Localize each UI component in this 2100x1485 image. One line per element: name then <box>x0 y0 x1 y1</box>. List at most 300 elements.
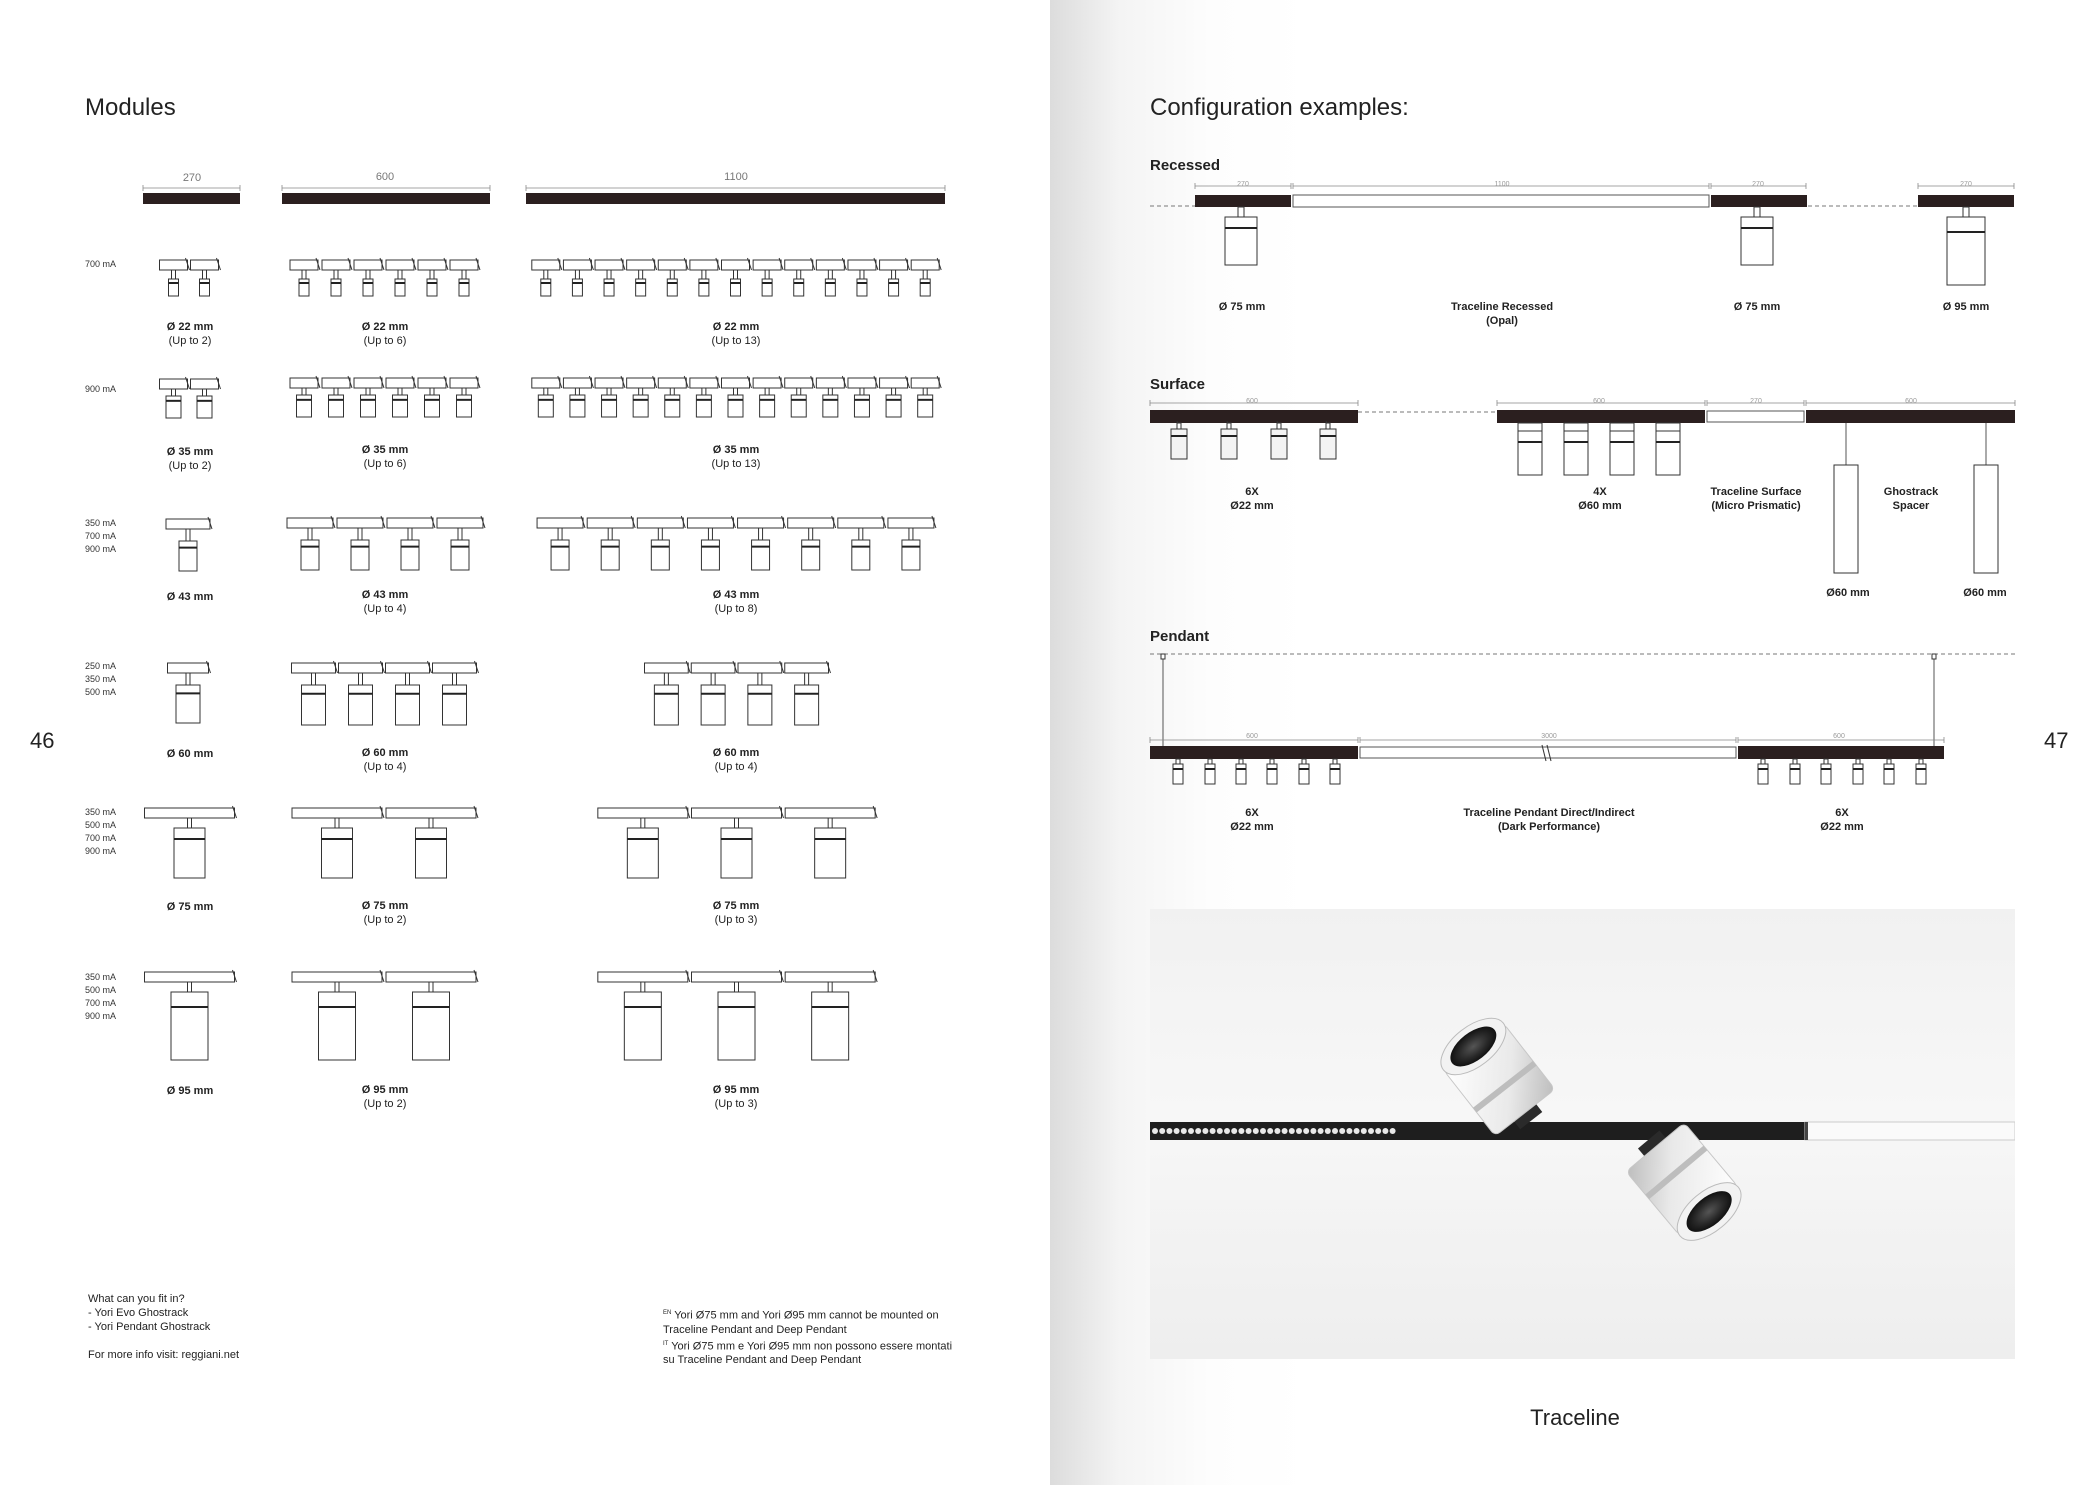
product-name: Traceline <box>1530 1405 1620 1430</box>
adapter <box>627 260 655 270</box>
adapter <box>880 260 908 270</box>
stem <box>923 388 927 395</box>
pendant-spotlight <box>1974 465 1998 573</box>
spotlight-body <box>1330 764 1340 784</box>
stem <box>1793 759 1797 764</box>
stem <box>1326 423 1330 429</box>
track-bar <box>1195 195 1291 207</box>
stem <box>462 270 466 279</box>
stem <box>358 528 362 540</box>
adapter <box>168 663 209 673</box>
stem <box>1761 759 1765 764</box>
stem <box>765 270 769 279</box>
module-label: Ø 75 mm <box>166 901 214 913</box>
stem <box>758 673 762 685</box>
stem <box>1177 423 1181 429</box>
spotlight-body <box>1173 764 1183 784</box>
spotlight-body <box>667 279 677 296</box>
adapter <box>911 378 939 388</box>
spotlight-body <box>1564 431 1588 475</box>
adapter <box>738 663 782 673</box>
spotlight-body <box>363 279 373 296</box>
stem <box>186 673 190 685</box>
spotlight-body <box>427 279 437 296</box>
stem <box>1887 759 1891 764</box>
page-number: 47 <box>2044 728 2069 753</box>
adapter <box>386 378 414 388</box>
stem <box>923 270 927 279</box>
spotlight-body <box>179 541 197 571</box>
track-prismatic <box>1707 411 1804 422</box>
dimension-label: 1100 <box>1494 181 1510 188</box>
adapter <box>816 260 844 270</box>
cable-clamp <box>1932 654 1936 659</box>
stem <box>759 528 763 540</box>
stem <box>188 982 192 992</box>
spotlight-body <box>1610 431 1634 475</box>
page-number: 46 <box>30 728 55 753</box>
track-bar <box>1711 195 1807 207</box>
current-labels: 350 mA 700 mA 900 mA <box>85 518 117 554</box>
stem <box>408 528 412 540</box>
stem <box>892 270 896 279</box>
spotlight-body <box>1205 764 1215 784</box>
stem <box>1239 759 1243 764</box>
track-bar <box>1150 410 1358 423</box>
stem <box>544 388 548 395</box>
stem <box>1333 759 1337 764</box>
spotlight-body <box>451 540 469 570</box>
adapter <box>322 260 350 270</box>
pendant-fixture-label: Ø60 mm <box>1826 587 1870 599</box>
stem <box>892 388 896 395</box>
adapter <box>532 260 560 270</box>
adapter <box>687 518 733 528</box>
spotlight-body <box>633 395 648 417</box>
spotlight-body <box>699 279 709 296</box>
stem <box>575 270 579 279</box>
adapter <box>191 260 219 270</box>
pendant-spotlight <box>1834 465 1858 573</box>
adapter <box>387 518 433 528</box>
dimension-label: 1100 <box>724 171 748 183</box>
adapter <box>354 260 382 270</box>
adapter <box>888 518 934 528</box>
stem <box>735 818 739 828</box>
stem <box>186 529 190 541</box>
stem <box>797 270 801 279</box>
adapter <box>532 378 560 388</box>
adapter <box>450 260 478 270</box>
stem <box>1963 207 1969 217</box>
adapter <box>354 378 382 388</box>
current-labels: 350 mA 500 mA 700 mA 900 mA <box>85 807 117 856</box>
stem <box>734 270 738 279</box>
spotlight-body <box>443 685 467 725</box>
spotlight-body <box>301 540 319 570</box>
adapter <box>658 378 686 388</box>
group-label: 4X Ø60 mm <box>1578 486 1622 512</box>
stem <box>335 818 339 828</box>
adapter <box>595 378 623 388</box>
adapter <box>418 260 446 270</box>
spotlight-body <box>413 992 450 1060</box>
dimension-label: 270 <box>1752 181 1764 188</box>
stem <box>398 270 402 279</box>
spotlight-body <box>721 828 752 878</box>
spotlight-body <box>918 395 933 417</box>
spotlight-body <box>718 992 755 1060</box>
spotlight-body <box>1741 217 1773 265</box>
stem <box>429 818 433 828</box>
stem <box>366 388 370 395</box>
spotlight-body <box>169 279 179 296</box>
spotlight-body <box>852 540 870 570</box>
spotlight-body <box>601 540 619 570</box>
spotlight-body <box>197 396 212 418</box>
spotlight-body <box>393 395 408 417</box>
page-title: Modules <box>85 94 176 121</box>
adapter <box>598 972 688 982</box>
spotlight-body <box>920 279 930 296</box>
stem <box>335 982 339 992</box>
stem <box>828 270 832 279</box>
spotlight-body <box>171 992 208 1060</box>
stem <box>334 388 338 395</box>
stem <box>859 528 863 540</box>
pendant-fixture-label: Ø60 mm <box>1963 587 2007 599</box>
stem <box>658 528 662 540</box>
adapter <box>339 663 383 673</box>
adapter <box>191 379 219 389</box>
spotlight-body <box>654 685 678 725</box>
spotlight-body <box>1518 431 1542 475</box>
adapter <box>292 663 336 673</box>
spotlight-body <box>166 396 181 418</box>
stem <box>172 389 176 396</box>
spotlight-body <box>636 279 646 296</box>
stem <box>711 673 715 685</box>
stem <box>909 528 913 540</box>
spotlight-body <box>624 992 661 1060</box>
module-label: Ø 35 mm (Up to 2) <box>166 446 214 472</box>
adapter <box>563 378 591 388</box>
adapter <box>292 972 382 982</box>
stem <box>797 388 801 395</box>
track-bar <box>143 193 240 204</box>
spotlight-body <box>728 395 743 417</box>
adapter <box>1564 423 1588 431</box>
adapter <box>287 518 333 528</box>
spotlight-body <box>174 828 205 878</box>
stem <box>708 528 712 540</box>
spotlight-body <box>1758 764 1768 784</box>
spotlight-body <box>361 395 376 417</box>
adapter <box>627 378 655 388</box>
stem <box>406 673 410 685</box>
module-label: Ø 95 mm (Up to 2) <box>361 1084 409 1110</box>
spacer-label: Ghostrack Spacer <box>1883 486 1939 512</box>
spotlight-body <box>825 279 835 296</box>
spotlight-body <box>200 279 210 296</box>
adapter <box>290 378 318 388</box>
spotlight-body <box>457 395 472 417</box>
stem <box>1302 759 1306 764</box>
stem <box>312 673 316 685</box>
stem <box>1754 207 1760 217</box>
spotlight-body <box>760 395 775 417</box>
spotlight-body <box>748 685 772 725</box>
section-label-surface: Surface <box>1150 376 1206 393</box>
spotlight-body <box>1236 764 1246 784</box>
adapter <box>753 378 781 388</box>
stem <box>1277 423 1281 429</box>
group-label: 6X Ø22 mm <box>1230 486 1274 512</box>
adapter <box>692 972 782 982</box>
adapter <box>1610 423 1634 431</box>
module-label: Ø 22 mm (Up to 6) <box>361 321 409 347</box>
spotlight-body <box>823 395 838 417</box>
module-label: Ø 22 mm (Up to 13) <box>711 321 761 347</box>
track-label: Traceline Surface (Micro Prismatic) <box>1710 486 1802 512</box>
track-opal <box>1293 195 1709 207</box>
spotlight-body <box>889 279 899 296</box>
adapter <box>722 260 750 270</box>
stem <box>828 818 832 828</box>
spotlight-body <box>795 685 819 725</box>
spotlight-body <box>752 540 770 570</box>
spotlight-body <box>857 279 867 296</box>
module-label: Ø 43 mm (Up to 8) <box>712 589 760 615</box>
adapter <box>563 260 591 270</box>
adapter <box>537 518 583 528</box>
stem <box>702 388 706 395</box>
spotlight-body <box>627 828 658 878</box>
track-label: Traceline Pendant Direct/Indirect (Dark Performance) <box>1463 807 1635 833</box>
stem <box>607 270 611 279</box>
module-label: Ø 43 mm <box>166 591 214 603</box>
stem <box>302 270 306 279</box>
stem <box>639 388 643 395</box>
spotlight-body <box>299 279 309 296</box>
spotlight-body <box>802 540 820 570</box>
stem <box>172 270 176 279</box>
spotlight-body <box>416 828 447 878</box>
spotlight-body <box>665 395 680 417</box>
spotlight-body <box>696 395 711 417</box>
stem <box>203 389 207 396</box>
adapter <box>160 379 188 389</box>
stem <box>430 388 434 395</box>
spotlight-body <box>794 279 804 296</box>
stem <box>641 818 645 828</box>
adapter <box>692 808 782 818</box>
spotlight-body <box>351 540 369 570</box>
stem <box>1176 759 1180 764</box>
adapter <box>658 260 686 270</box>
fixture-label: Ø 95 mm <box>1942 301 1990 313</box>
track-bar <box>1738 746 1944 759</box>
spotlight-body <box>815 828 846 878</box>
adapter <box>386 808 476 818</box>
dimension-label: 600 <box>1905 398 1917 405</box>
adapter <box>722 378 750 388</box>
stem <box>805 673 809 685</box>
dimension-label: 600 <box>1593 398 1605 405</box>
stem <box>366 270 370 279</box>
module-label: Ø 35 mm (Up to 13) <box>711 444 761 470</box>
adapter <box>587 518 633 528</box>
stem <box>639 270 643 279</box>
adapter <box>848 260 876 270</box>
spotlight-body <box>1884 764 1894 784</box>
spotlight-body <box>1656 431 1680 475</box>
adapter <box>290 260 318 270</box>
spotlight-body <box>812 992 849 1060</box>
module-label: Ø 95 mm <box>166 1085 214 1097</box>
module-label: Ø 60 mm (Up to 4) <box>361 747 409 773</box>
stem <box>1919 759 1923 764</box>
adapter <box>1518 423 1542 431</box>
mounting-note: $^{EN}$ Yori Ø75 mm and Yori Ø95 mm cannot be mounted on Traceline Pendant and Deep Pendant $^{IT}$ Yori Ø75 mm e Yori Ø95 mm non possono essere montati su Traceline Pendant and Deep Pendant <box>663 1309 953 1367</box>
current-labels: 900 mA <box>85 384 117 394</box>
adapter <box>788 518 834 528</box>
stem <box>308 528 312 540</box>
spotlight-body <box>176 685 200 723</box>
adapter <box>145 972 235 982</box>
stem <box>1227 423 1231 429</box>
stem <box>1270 759 1274 764</box>
spotlight-body <box>1225 217 1257 265</box>
spotlight-body <box>604 279 614 296</box>
section-label-recessed: Recessed <box>1150 157 1221 174</box>
stem <box>702 270 706 279</box>
adapter <box>738 518 784 528</box>
dimension-label: 270 <box>1960 181 1972 188</box>
adapter <box>595 260 623 270</box>
track-label: Traceline Recessed (Opal) <box>1450 301 1554 327</box>
module-label: Ø 35 mm (Up to 6) <box>361 444 409 470</box>
adapter <box>785 663 829 673</box>
stem <box>670 270 674 279</box>
stem <box>462 388 466 395</box>
spotlight-body <box>1320 429 1336 459</box>
adapter <box>1656 423 1680 431</box>
spotlight-body <box>302 685 326 725</box>
stem <box>607 388 611 395</box>
spotlight-body <box>602 395 617 417</box>
stem <box>334 270 338 279</box>
adapter <box>838 518 884 528</box>
spotlight-body <box>401 540 419 570</box>
adapter <box>785 378 813 388</box>
stem <box>664 673 668 685</box>
spotlight-body <box>1271 429 1287 459</box>
track-bar <box>1918 195 2014 207</box>
spotlight-body <box>731 279 741 296</box>
adapter <box>160 260 188 270</box>
fixture-label: Ø 75 mm <box>1218 301 1266 313</box>
spotlight-body <box>396 685 420 725</box>
adapter <box>753 260 781 270</box>
adapter <box>785 972 875 982</box>
spotlight-body <box>322 828 353 878</box>
dimension-label: 600 <box>1246 398 1258 405</box>
spotlight-body <box>1821 764 1831 784</box>
spotlight-body <box>329 395 344 417</box>
dimension-label: 600 <box>375 171 395 183</box>
config-title: Configuration examples: <box>1150 94 1409 121</box>
stem <box>203 270 207 279</box>
dimension-label: 270 <box>1750 398 1762 405</box>
stem <box>734 388 738 395</box>
module-label: Ø 75 mm (Up to 2) <box>361 900 409 926</box>
cable-clamp <box>1161 654 1165 659</box>
spotlight-body <box>1267 764 1277 784</box>
adapter <box>386 663 430 673</box>
adapter <box>816 378 844 388</box>
spotlight-body <box>395 279 405 296</box>
adapter <box>911 260 939 270</box>
track-bar <box>1150 746 1358 759</box>
adapter <box>145 808 235 818</box>
spotlight-body <box>886 395 901 417</box>
spotlight-body <box>1790 764 1800 784</box>
stem <box>641 982 645 992</box>
spotlight-body <box>297 395 312 417</box>
spotlight-body <box>425 395 440 417</box>
track-bar <box>282 193 490 204</box>
spotlight-body <box>902 540 920 570</box>
module-label: Ø 95 mm (Up to 3) <box>712 1084 760 1110</box>
current-labels: 250 mA 350 mA 500 mA <box>85 661 117 697</box>
adapter <box>645 663 689 673</box>
dimension-label: 270 <box>182 172 202 184</box>
dimension-label: 3000 <box>1541 733 1557 740</box>
dimension-label: 600 <box>1246 733 1258 740</box>
stem <box>608 528 612 540</box>
adapter <box>386 972 476 982</box>
adapter <box>433 663 477 673</box>
adapter <box>691 663 735 673</box>
stem <box>575 388 579 395</box>
adapter <box>848 378 876 388</box>
stem <box>302 388 306 395</box>
stem <box>453 673 457 685</box>
section-label-pendant: Pendant <box>1150 628 1210 645</box>
spotlight-body <box>538 395 553 417</box>
adapter <box>637 518 683 528</box>
adapter <box>450 378 478 388</box>
stem <box>558 528 562 540</box>
adapter <box>437 518 483 528</box>
stem <box>188 818 192 828</box>
module-label: Ø 60 mm (Up to 4) <box>712 747 760 773</box>
spotlight-body <box>572 279 582 296</box>
stem <box>429 982 433 992</box>
module-label: Ø 43 mm (Up to 4) <box>361 589 409 615</box>
stem <box>458 528 462 540</box>
spotlight-body <box>349 685 373 725</box>
stem <box>828 388 832 395</box>
adapter <box>418 378 446 388</box>
track-bar <box>526 193 945 204</box>
spotlight-body <box>1171 429 1187 459</box>
spotlight-body <box>701 685 725 725</box>
spotlight-body <box>651 540 669 570</box>
adapter <box>598 808 688 818</box>
track-bar <box>1806 410 2015 423</box>
